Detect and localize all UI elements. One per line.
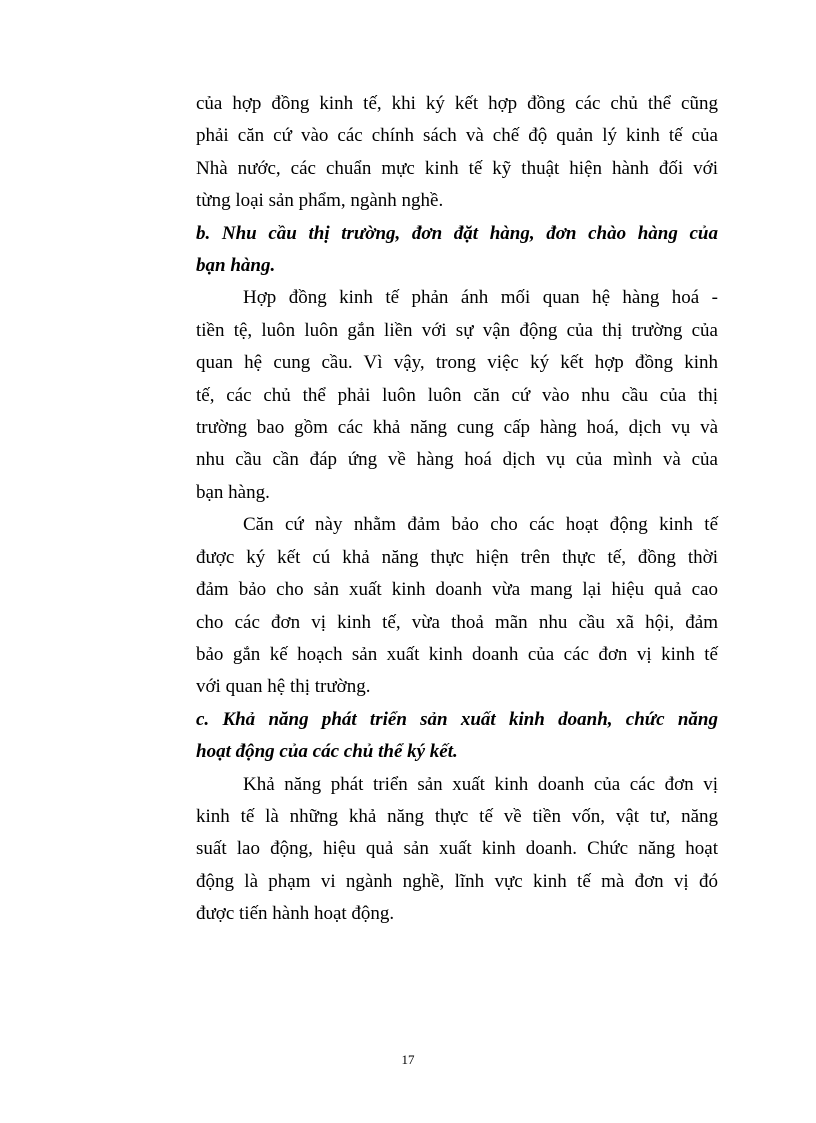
heading-line: hoạt động của các chủ thể ký kết. (196, 741, 458, 763)
text-line: cho các đơn vị kinh tế, vừa thoả mãn nhu cầu xã hội, đảm (196, 611, 718, 633)
text-line: đảm bảo cho sản xuất kinh doanh vừa mang lại hiệu quả cao (196, 579, 718, 601)
paragraph-capability (196, 769, 718, 931)
text-line: động là phạm vi ngành nghề, lĩnh vực kinh tế mà đơn vị đó (196, 870, 718, 892)
text-line: kinh tế là những khả năng thực tế về tiền vốn, vật tư, năng (196, 805, 718, 827)
text-line: quan hệ cung cầu. Vì vậy, trong việc ký kết hợp đồng kinh (196, 352, 718, 374)
text-line: được tiến hành hoạt động. (196, 903, 395, 925)
heading-line: bạn hàng. (196, 255, 276, 277)
text-line: Hợp đồng kinh tế phản ánh mối quan hệ hàng hoá - (243, 287, 718, 309)
text-line: từng loại sản phẩm, ngành nghề. (196, 190, 444, 212)
text-line: suất lao động, hiệu quả sản xuất kinh doanh. Chức năng hoạt (196, 838, 718, 860)
section-heading-c (196, 704, 718, 769)
heading-line: c. Khả năng phát triển sản xuất kinh doanh, chức năng (196, 708, 718, 730)
text-line: được ký kết cú khả năng thực hiện trên thực tế, đồng thời (196, 546, 718, 568)
paragraph-market-demand (196, 282, 718, 509)
text-line: trường bao gồm các khả năng cung cấp hàng hoá, dịch vụ và (196, 417, 718, 439)
heading-line: b. Nhu cầu thị trường, đơn đặt hàng, đơn chào hàng của (196, 222, 718, 244)
text-line: bạn hàng. (196, 481, 270, 503)
document-page (196, 88, 718, 931)
text-line: tế, các chủ thể phải luôn luôn căn cứ vào nhu cầu của thị (196, 384, 718, 406)
text-line: với quan hệ thị trường. (196, 676, 371, 698)
text-line: phải căn cứ vào các chính sách và chế độ quản lý kinh tế của (196, 125, 718, 147)
section-heading-b (196, 218, 718, 283)
text-line: bảo gắn kế hoạch sản xuất kinh doanh của các đơn vị kinh tế (196, 643, 718, 665)
text-line: nhu cầu cần đáp ứng về hàng hoá dịch vụ của mình và của (196, 449, 718, 471)
text-line: tiền tệ, luôn luôn gắn liền với sự vận động của thị trường của (196, 319, 718, 341)
text-line: Nhà nước, các chuẩn mực kinh tế kỹ thuật hiện hành đối với (196, 157, 718, 179)
text-line: Khả năng phát triển sản xuất kinh doanh của các đơn vị (243, 773, 718, 795)
text-line: của hợp đồng kinh tế, khi ký kết hợp đồng các chủ thể cũng (196, 93, 718, 114)
paragraph-continuation (196, 88, 718, 218)
text-line: Căn cứ này nhằm đảm bảo cho các hoạt động kinh tế (243, 514, 718, 536)
paragraph-basis (196, 509, 718, 703)
page-number: 17 (401, 1052, 415, 1067)
